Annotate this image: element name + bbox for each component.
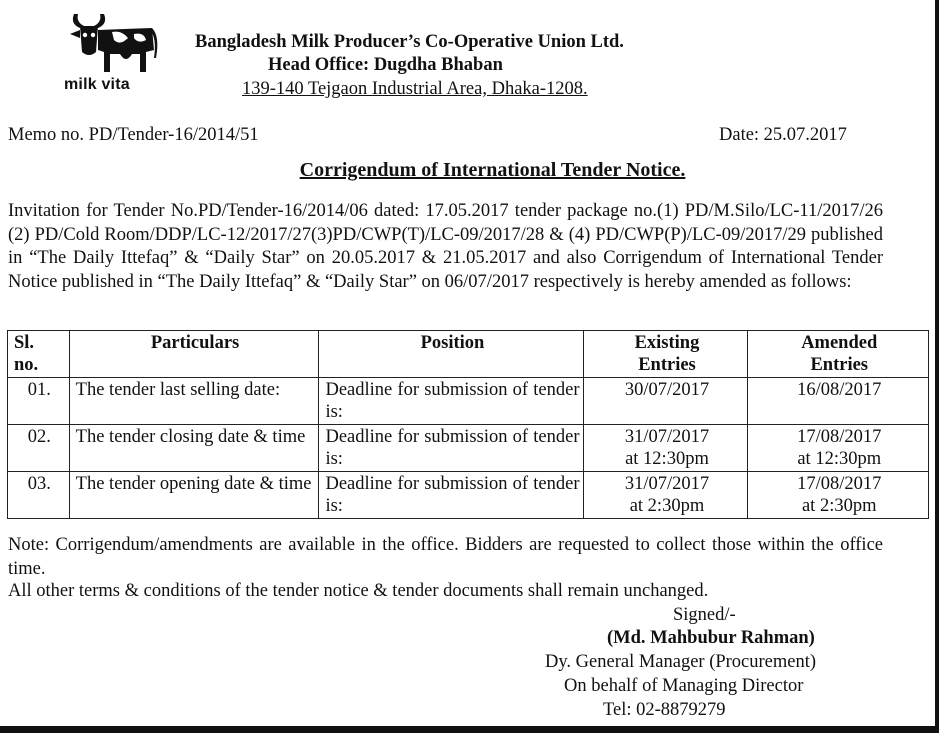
header-particulars: Particulars [69,331,319,378]
signatory-designation: Dy. General Manager (Procurement) [545,652,817,672]
row-position: Deadline for submission of tender is: [319,472,584,519]
row-existing-line1: 31/07/2017 [624,427,710,447]
signatory-name: (Md. Mahbubur Rahman) [607,628,815,648]
header-existing-line1: Existing [634,333,700,353]
header-sl-line1: Sl. [14,333,35,353]
row-particulars: The tender closing date & time [69,425,319,472]
header-sl [8,331,70,378]
row-position: Deadline for submission of tender is: [319,425,584,472]
signatory-behalf: On behalf of Managing Director [564,676,804,696]
row-amended-line1: 17/08/2017 [797,427,882,447]
head-office: Head Office: Dugdha Bhaban [268,55,503,75]
row-existing [584,472,748,519]
row-existing-line1: 30/07/2017 [624,380,710,400]
memo-date: Date: 25.07.2017 [719,125,847,145]
row-amended-line2: at 12:30pm [797,449,882,469]
page-border-right [935,0,939,733]
header-amended-line2: Entries [810,355,868,375]
header-position: Position [319,331,584,378]
note-paragraph: Note: Corrigendum/amendments are available in the office. Bidders are requested to collect those within the office time. [8,535,883,579]
row-amended-line2: at 2:30pm [801,496,877,516]
row-particulars: The tender opening date & time [69,472,319,519]
row-amended [748,378,929,425]
row-position: Deadline for submission of tender is: [319,378,584,425]
amendment-table [7,330,929,519]
table-row [8,425,929,472]
memo-number: Memo no. PD/Tender-16/2014/51 [8,125,259,145]
row-sl: 01. [8,378,70,425]
header-amended-line1: Amended [801,333,878,353]
row-existing [584,425,748,472]
row-particulars: The tender last selling date: [69,378,319,425]
logo-text: milk vita [64,76,130,93]
intro-paragraph: Invitation for Tender No.PD/Tender-16/2014/06 dated: 17.05.2017 tender package no.(1) PD/M.Silo/LC-11/2017/26 (2) PD/Cold Room/DDP/LC-12/2017/27(3)PD/CWP(T)/LC-09/2017/28 & (4) PD/CWP(P)/LC-09/2017/29 published in “The Daily Ittefaq” & “Daily Star” on 20.05.2017 & 21.05.2017 and also Corrigendum of International Tender Notice published in “The Daily Ittefaq” & “Daily Star” on 06/07/2017 respectively is hereby amended as follows: [8,201,883,292]
row-amended [748,472,929,519]
office-address: 139-140 Tejgaon Industrial Area, Dhaka-1208. [242,79,588,99]
signed-mark: Signed/- [673,605,736,625]
header-sl-line2: no. [14,355,39,375]
row-sl: 03. [8,472,70,519]
terms-unchanged-note: All other terms & conditions of the tender notice & tender documents shall remain unchanged. [8,581,709,601]
row-amended-line1: 17/08/2017 [797,474,882,494]
header-amended [748,331,929,378]
row-amended-line1: 16/08/2017 [797,380,882,400]
page-border-bottom [0,726,939,733]
table-header-row [8,331,929,378]
header-existing [584,331,748,378]
row-existing [584,378,748,425]
table-row [8,472,929,519]
row-existing-line2: at 12:30pm [625,449,709,469]
row-existing-line1: 31/07/2017 [624,474,710,494]
table-row [8,378,929,425]
signatory-telephone: Tel: 02-8879279 [603,700,726,720]
row-existing-line2: at 2:30pm [629,496,705,516]
header-existing-line2: Entries [638,355,696,375]
notice-title: Corrigendum of International Tender Notice. [299,159,686,181]
row-sl: 02. [8,425,70,472]
row-amended [748,425,929,472]
organization-name: Bangladesh Milk Producer’s Co-Operative Union Ltd. [195,32,624,52]
